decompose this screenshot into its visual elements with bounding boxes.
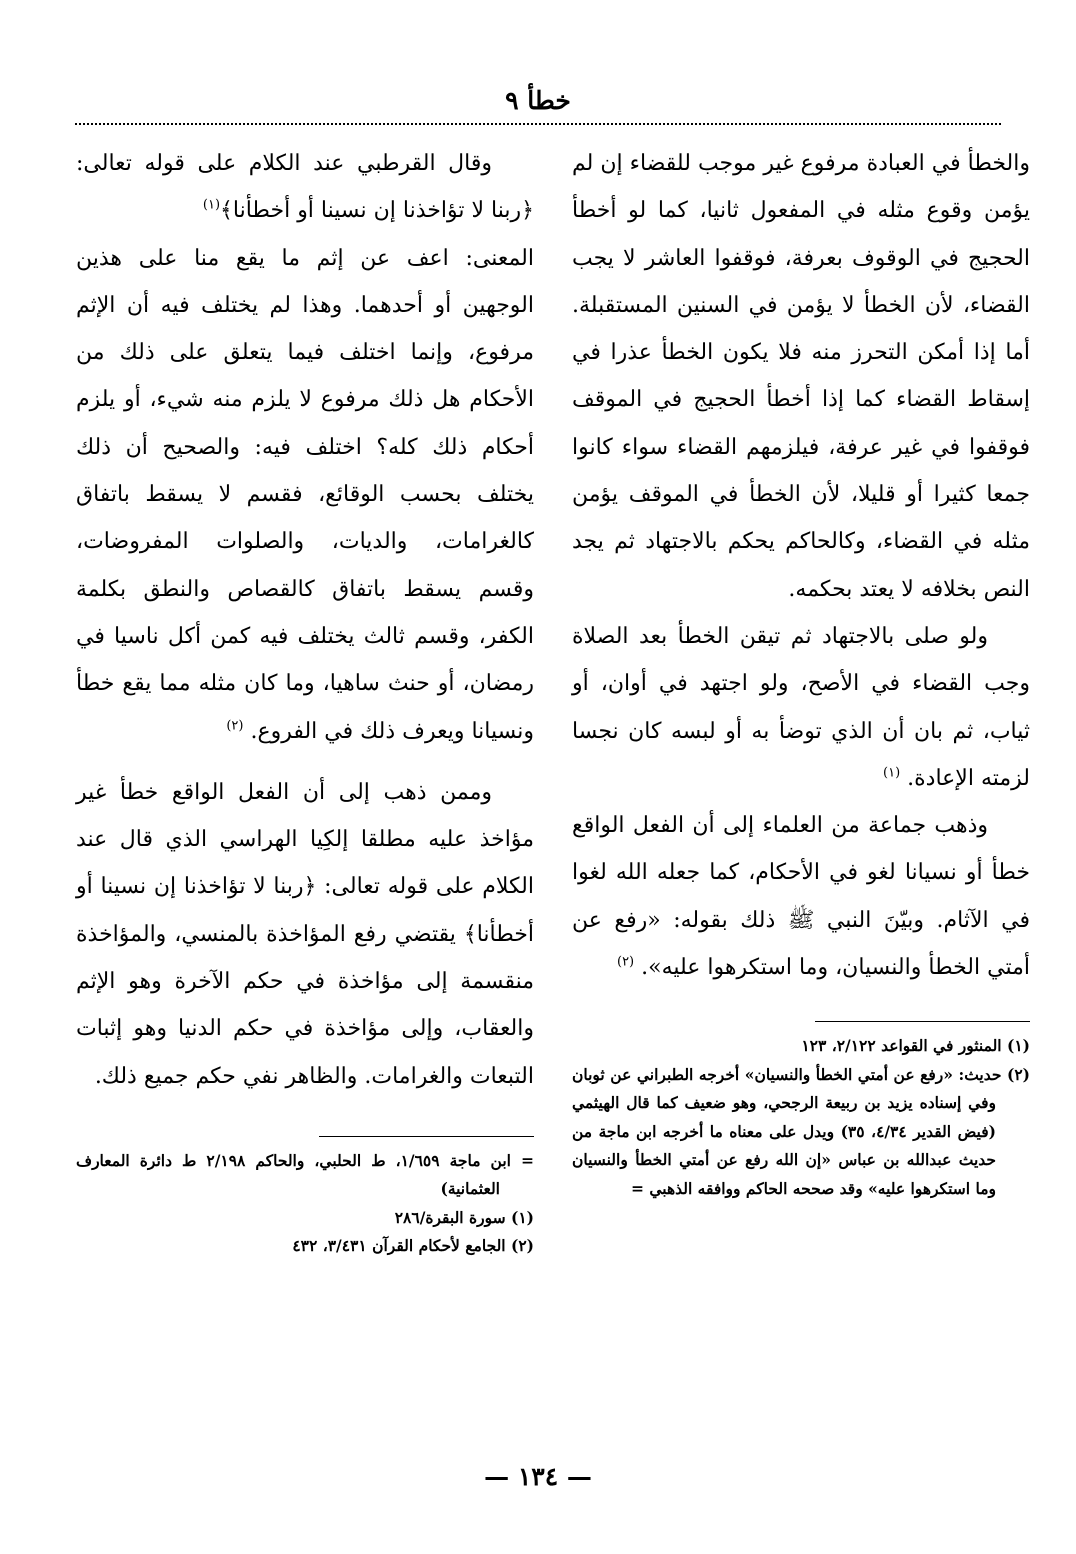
right-paragraph-2-text: ولو صلى بالاجتهاد ثم تيقن الخطأ بعد الصلاة وجب القضاء في الأصح، ولو اجتهد في أوان، أو ثياب، ثم بان أن الذي توضأ به أو لبسه كان نجسا لزمته الإعادة. (572, 623, 1030, 791)
footnote: (١) سورة البقرة/٢٨٦ (394, 1207, 534, 1227)
running-head: خطأ ٩ (505, 86, 571, 115)
page-number: — ١٣٤ — (484, 1462, 592, 1491)
right-paragraph-3 (572, 802, 1030, 991)
footnote: (١) المنثور في القواعد ٢/١٢٢، ١٢٣ (801, 1036, 1030, 1056)
left-paragraph-2-text: المعنى: اعف عن إثم ما يقع منا على هذين الوجهين أو أحدهما. وهذا لم يختلف فيه أن الإثم مرفوع، وإنما اختلف فيما يتعلق على ذلك من الأحكام هل ذلك مرفوع لا يلزم منه شيء، أو يلزم أحكام ذلك كله؟ اختلف فيه: والصحيح أن ذلك يختلف بحسب الوقائع، فقسم لا يسقط باتفاق كالغرامات، والديات، والصلوات المفروضات، وقسم يسقط باتفاق كالقصاص والنطق بكلمة الكفر، وقسم ثالث يختلف فيه كمن أكل ناسيا في رمضان، أو حنث ساهيا، وما كان مثله مما يقع خطأ ونسيانا ويعرف ذلك في الفروع. (76, 245, 534, 744)
footnote: = ابن ماجة ١/٦٥٩، ط الحلبي، والحاكم ٢/١٩٨ ط دائرة المعارف العثمانية) (76, 1150, 535, 1199)
left-paragraph-2 (76, 235, 534, 755)
footnote-rule (815, 1021, 1030, 1022)
footnote-ref: (٢) (226, 718, 244, 734)
left-paragraph-3: وممن ذهب إلى أن الفعل الواقع خطأ غير مؤاخذ عليه مطلقا إلكِيا الهراسي الذي قال عند الكلام على قوله تعالى: ﴿ربنا لا تؤاخذنا إن نسينا أو أخطأنا﴾ يقتضي رفع المؤاخذة بالمنسي، والمؤاخذة منقسمة إلى مؤاخذة في حكم الآخرة وهو الإثم والعقاب، وإلى مؤاخذة في حكم الدنيا وهو إثبات التبعات والغرامات. والظاهر نفي حكم جميع ذلك. (76, 779, 534, 1089)
footnote-ref: (١) (202, 197, 221, 213)
left-column (76, 140, 534, 1261)
right-column (572, 140, 1030, 1203)
footnote-ref: (١) (883, 765, 901, 781)
footnote-rule (319, 1136, 534, 1137)
right-paragraph-1: والخطأ في العبادة مرفوع غير موجب للقضاء إن لم يؤمن وقوع مثله في المفعول ثانيا، كما لو أخطأ الحجيج في الوقوف بعرفة، فوقفوا العاشر لا يجب القضاء، لأن الخطأ لا يؤمن في السنين المستقبلة. أما إذا أمكن التحرز منه فلا يكون الخطأ عذرا في إسقاط القضاء كما إذا أخطأ الحجيج في الموقف فوقفوا في غير عرفة، فيلزمهم القضاء سواء كانوا جمعا كثيرا أو قليلا، لأن الخطأ في الموقف يؤمن مثله في القضاء، وكالحاكم يحكم بالاجتهاد ثم يجد النص بخلافه لا يعتد بحكمه. (572, 151, 1030, 602)
left-paragraph-1-text: وقال القرطبي عند الكلام على قوله تعالى: ﴿ربنا لا تؤاخذنا إن نسينا أو أخطأنا﴾ (76, 151, 534, 224)
right-paragraph-3-text: وذهب جماعة من العلماء إلى أن الفعل الواقع خطأ أو نسيانا لغو في الأحكام، كما جعله الله لغوا في الآثام. وبيّنَ النبي ﷺ ذلك بقوله: «رفع عن أمتي الخطأ والنسيان، وما استكرهوا عليه». (572, 813, 1030, 981)
left-paragraph-1 (76, 140, 534, 235)
footnote: (٢) حديث: «رفع عن أمتي الخطأ والنسيان» أخرجه الطبراني عن ثوبان وفي إسناده يزيد بن ربيعة الرجحي، وهو ضعيف كما قال الهيثمي (فيض القدير ٤/٣٤، ٣٥) ويدل على معناه ما أخرجه ابن ماجة من حديث عبدالله بن عباس «إن الله رفع عن أمتي الخطأ والنسيان وما استكرهوا عليه» وقد صححه الحاكم ووافقه الذهبي = (572, 1064, 1030, 1198)
footnote: (٢) الجامع لأحكام القرآن ٣/٤٣١، ٤٣٢ (292, 1236, 534, 1256)
right-paragraph-2 (572, 613, 1030, 802)
header-dotted-rule (75, 123, 1001, 125)
footnote-ref: (٢) (616, 954, 635, 970)
